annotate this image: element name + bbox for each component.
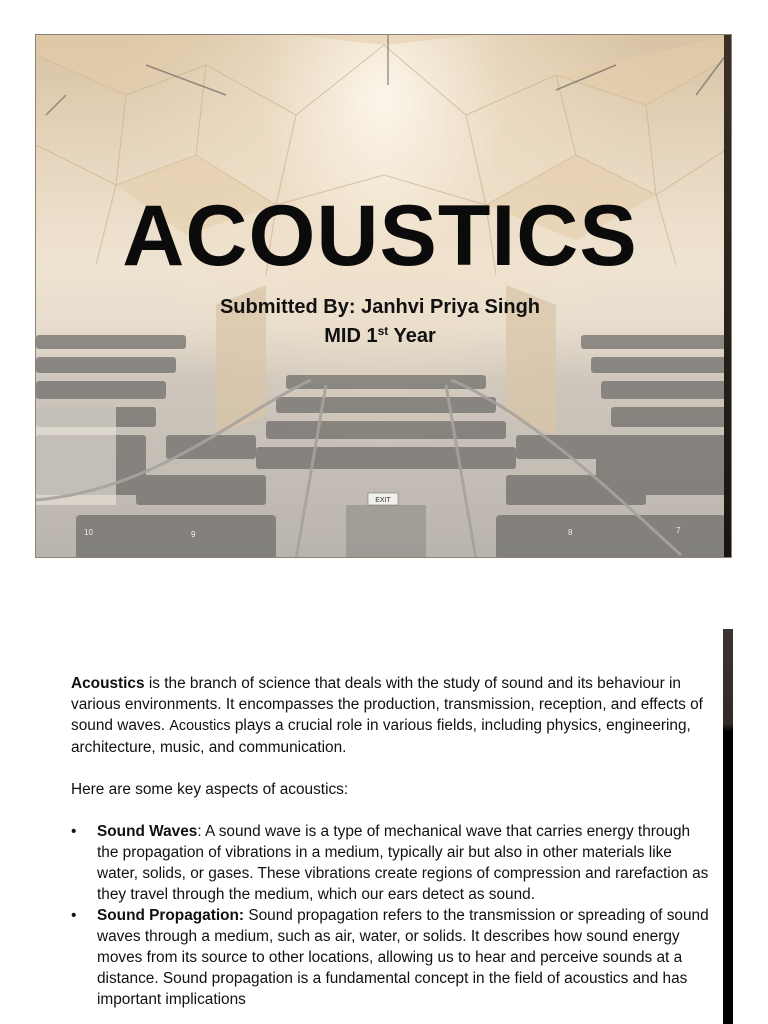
course-ordinal: st bbox=[377, 324, 389, 338]
intro-term-small: Acoustics bbox=[169, 718, 231, 734]
seat-number: 8 bbox=[568, 528, 573, 537]
seat-number: 10 bbox=[84, 528, 93, 537]
exit-sign: EXIT bbox=[375, 497, 391, 504]
course-name: MID 1 bbox=[324, 325, 378, 347]
intro-text: is the branch of science that deals with the study of sound and its behaviour in various environments. It encompasses the production, transmission, reception, and effects of sound waves. bbox=[71, 675, 703, 734]
intro-text-end: plays a crucial role in various fields, including physics, engineering, architecture, music, and communication. bbox=[71, 717, 691, 756]
seat-number: 7 bbox=[676, 526, 681, 535]
intro-paragraph bbox=[71, 673, 711, 758]
course-year: Year bbox=[388, 325, 436, 347]
seat-number: 9 bbox=[191, 530, 196, 539]
list-item-text: A sound wave is a type of mechanical wave that carries energy through the propagation of vibrations in a medium, typically air but also in other materials like water, solids, or gases. These vibrations create regions of compression and rarefaction as they travel through the medium, which our ears detect as sound. bbox=[97, 823, 709, 903]
lead-paragraph: Here are some key aspects of acoustics: bbox=[71, 781, 349, 798]
submitted-by-label: Submitted By: bbox=[219, 296, 362, 318]
list-item-separator: : bbox=[197, 823, 206, 840]
list-item-term: Sound Propagation: bbox=[97, 907, 245, 924]
title-slide bbox=[35, 34, 732, 558]
submitted-by-line bbox=[36, 293, 724, 322]
aspects-list bbox=[71, 821, 711, 1010]
vertical-side-bar bbox=[723, 629, 733, 1024]
slide-title: ACOUSTICS bbox=[122, 188, 638, 284]
course-line bbox=[36, 322, 724, 351]
document-body bbox=[71, 673, 711, 1010]
list-item-text: Sound propagation refers to the transmission or spreading of sound waves through a medium, such as air, water, or solids. It describes how sound energy moves from its source to other locations, allowing us to hear and perceive sounds at a distance. Sound propagation is a fundamental concept in the field of acoustics and has important implications bbox=[97, 907, 709, 1008]
list-item bbox=[71, 821, 711, 905]
bullet-icon: • bbox=[71, 907, 77, 924]
intro-term: Acoustics bbox=[71, 675, 145, 692]
bullet-icon: • bbox=[71, 823, 77, 840]
slide-edge-shadow bbox=[724, 35, 731, 557]
list-item bbox=[71, 905, 711, 1010]
author-name: Janhvi Priya Singh bbox=[361, 296, 541, 318]
slide-subtitle bbox=[36, 293, 724, 351]
list-item-term: Sound Waves bbox=[97, 823, 198, 840]
